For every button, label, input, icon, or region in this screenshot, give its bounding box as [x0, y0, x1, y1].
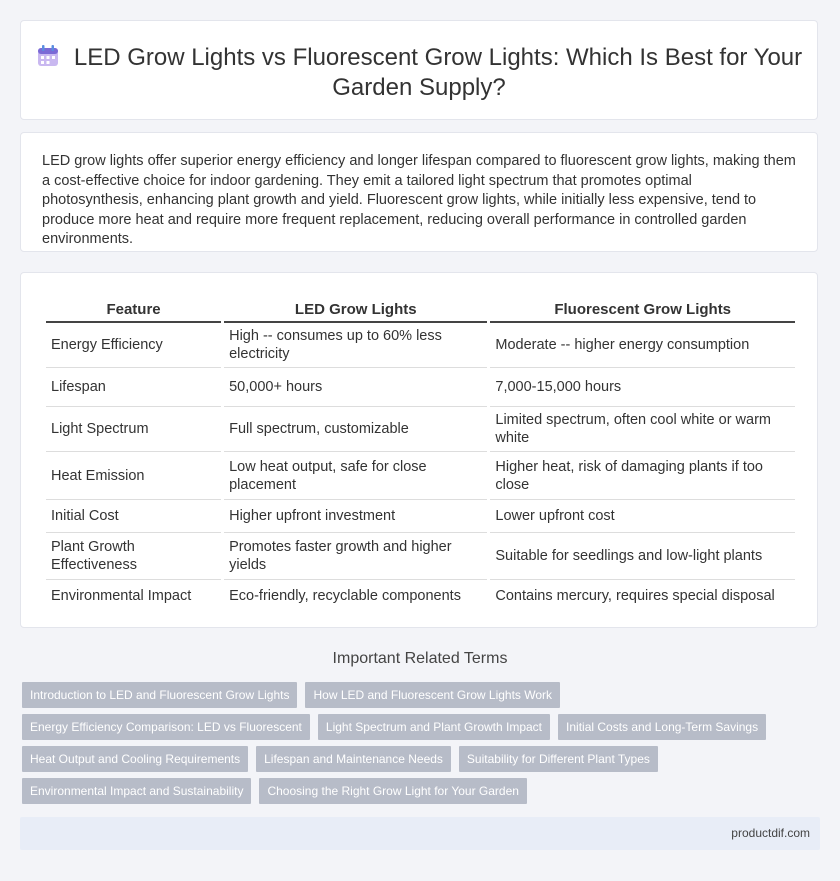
table-cell: Higher upfront investment	[224, 500, 487, 533]
header-feature: Feature	[46, 295, 221, 323]
related-term-tag[interactable]: Lifespan and Maintenance Needs	[256, 746, 451, 772]
table-cell: Promotes faster growth and higher yields	[224, 533, 487, 580]
table-row	[46, 407, 795, 452]
related-term-tag[interactable]: Choosing the Right Grow Light for Your Garden	[259, 778, 526, 804]
table-cell: Full spectrum, customizable	[224, 407, 487, 452]
title-card	[20, 20, 818, 120]
table-row	[46, 452, 795, 500]
related-term-tag[interactable]: Suitability for Different Plant Types	[459, 746, 658, 772]
table-cell: Light Spectrum	[46, 407, 221, 452]
table-cell: Lower upfront cost	[490, 500, 795, 533]
page-title: LED Grow Lights vs Fluorescent Grow Lights: Which Is Best for Your Garden Supply?	[73, 44, 803, 101]
table-cell: Environmental Impact	[51, 588, 192, 604]
related-term-tag[interactable]: Introduction to LED and Fluorescent Grow Lights	[22, 682, 297, 708]
table-cell: Low heat output, safe for close placement	[224, 452, 487, 500]
table-cell: Higher heat, risk of damaging plants if too close	[490, 452, 795, 500]
table-row	[46, 580, 795, 612]
table-cell: Suitable for seedlings and low-light plants	[490, 533, 795, 580]
page-title-wrap	[21, 43, 817, 103]
table-cell: 50,000+ hours	[224, 368, 487, 407]
related-term-tag[interactable]: Heat Output and Cooling Requirements	[22, 746, 248, 772]
table-cell: Plant Growth Effectiveness	[46, 533, 221, 580]
header-led: LED Grow Lights	[224, 295, 487, 323]
related-term-tag[interactable]: Initial Costs and Long-Term Savings	[558, 714, 766, 740]
related-terms-list	[22, 682, 802, 804]
table-row	[46, 533, 795, 580]
footer	[20, 817, 820, 850]
summary-text: LED grow lights offer superior energy efficiency and longer lifespan compared to fluorescent grow lights, making them a cost-effective choice for indoor gardening. They emit a tailored light spectrum that promotes optimal photosynthesis, enhancing plant growth and yield. Fluorescent grow lights, while initially less expensive, tend to produce more heat and require more frequent replacement, reducing overall performance in controlled garden environments.	[42, 153, 796, 247]
table-cell: High -- consumes up to 60% less electricity	[224, 323, 487, 368]
related-term-tag[interactable]: Energy Efficiency Comparison: LED vs Fluorescent	[22, 714, 310, 740]
related-terms-heading: Important Related Terms	[332, 650, 508, 667]
header-fluorescent: Fluorescent Grow Lights	[490, 295, 795, 323]
related-term-tag[interactable]: How LED and Fluorescent Grow Lights Work	[305, 682, 560, 708]
table-header-row	[46, 295, 795, 323]
table-row	[46, 323, 795, 368]
table-cell: Lifespan	[46, 368, 221, 407]
calendar-icon	[36, 44, 60, 68]
related-term-tag[interactable]: Light Spectrum and Plant Growth Impact	[318, 714, 550, 740]
table-row	[46, 368, 795, 407]
comparison-table	[43, 295, 798, 612]
summary-card	[20, 132, 818, 252]
table-cell: Eco-friendly, recyclable components	[229, 588, 461, 604]
table-cell: Energy Efficiency	[46, 323, 221, 368]
table-cell: 7,000-15,000 hours	[490, 368, 795, 407]
footer-site-link[interactable]: productdif.com	[731, 826, 810, 840]
table-row	[46, 500, 795, 533]
comparison-table-card	[20, 272, 818, 628]
table-cell: Limited spectrum, often cool white or warm white	[490, 407, 795, 452]
table-cell: Contains mercury, requires special disposal	[495, 588, 775, 604]
related-term-tag[interactable]: Environmental Impact and Sustainability	[22, 778, 251, 804]
table-cell: Initial Cost	[46, 500, 221, 533]
table-cell: Heat Emission	[46, 452, 221, 500]
table-cell: Moderate -- higher energy consumption	[490, 323, 795, 368]
